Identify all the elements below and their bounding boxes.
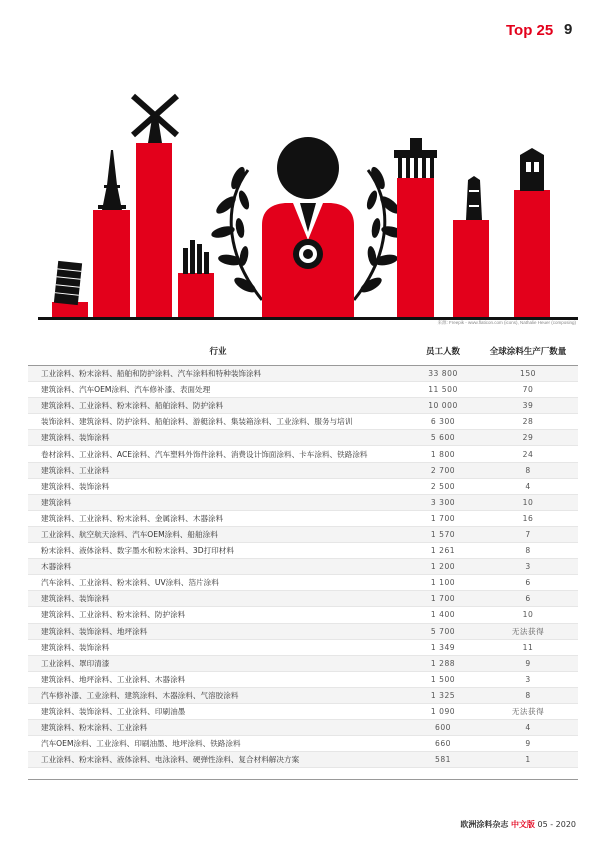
cell-plants: 6 [478,575,578,591]
table-row [28,510,578,526]
table-row [28,430,578,446]
cell-employees: 3 300 [408,494,478,510]
cell-employees: 1 288 [408,655,478,671]
section-title: Top 25 [506,22,554,39]
header-employees: 员工人数 [408,337,478,366]
table-row [28,639,578,655]
cell-industry: 粉末涂料、液体涂料、数字墨水和粉末涂料、3D打印材料 [28,543,408,559]
cell-industry: 建筑涂料、粉末涂料、工业涂料 [28,720,408,736]
cell-employees: 1 100 [408,575,478,591]
edition-label: 中文版 [510,820,535,829]
cell-employees: 1 570 [408,526,478,542]
cell-industry: 建筑涂料、工业涂料、粉末涂料、金属涂料、木器涂料 [28,510,408,526]
cell-industry: 汽车OEM涂料、工业涂料、印刷油墨、地坪涂料、铁路涂料 [28,736,408,752]
cell-plants: 无法获得 [478,623,578,639]
table-row [28,414,578,430]
cell-industry: 木器涂料 [28,559,408,575]
cell-plants: 70 [478,382,578,398]
cell-industry: 建筑涂料、装饰涂料、地坪涂料 [28,623,408,639]
cell-employees: 1 700 [408,510,478,526]
pisa-tower-icon [52,261,88,317]
cell-industry: 建筑涂料、工业涂料、粉末涂料、船舶涂料、防护涂料 [28,398,408,414]
table-row [28,494,578,510]
brandenburg-gate-icon [394,138,437,317]
cell-plants: 6 [478,591,578,607]
eiffel-tower-icon [93,150,130,317]
cell-employees: 5 700 [408,623,478,639]
cell-employees: 1 400 [408,607,478,623]
table-row [28,446,578,462]
cell-plants: 7 [478,526,578,542]
cell-plants: 9 [478,655,578,671]
cell-plants: 24 [478,446,578,462]
table-row [28,559,578,575]
cell-industry: 建筑涂料、装饰涂料 [28,478,408,494]
cell-employees: 1 261 [408,543,478,559]
cell-industry: 工业涂料、粉末涂料、船舶和防护涂料、汽车涂料和特种装饰涂料 [28,366,408,382]
cell-employees: 6 300 [408,414,478,430]
cell-employees: 5 600 [408,430,478,446]
cell-industry: 建筑涂料、装饰涂料 [28,591,408,607]
table-row [28,607,578,623]
cell-plants: 11 [478,639,578,655]
cell-plants: 150 [478,366,578,382]
cell-employees: 2 700 [408,462,478,478]
cell-plants: 8 [478,462,578,478]
skyline-illustration [0,80,600,325]
table-row [28,462,578,478]
table-row [28,543,578,559]
header-industry: 行业 [28,337,408,366]
cell-plants: 29 [478,430,578,446]
cell-industry: 工业涂料、罩印清漆 [28,655,408,671]
cell-plants: 无法获得 [478,703,578,719]
cell-plants: 10 [478,494,578,510]
cell-industry: 汽车修补漆、工业涂料、建筑涂料、木器涂料、气溶胶涂料 [28,687,408,703]
table-row [28,398,578,414]
cell-employees: 2 500 [408,478,478,494]
table-header-row [28,337,578,366]
cell-employees: 10 000 [408,398,478,414]
issue-label: 05 - 2020 [537,820,576,829]
cell-industry: 装饰涂料、建筑涂料、防护涂料、船舶涂料、游艇涂料、集装箱涂料、工业涂料、服务与培训 [28,414,408,430]
magazine-name: 欧洲涂料杂志 [460,820,509,829]
medal-person-icon [262,137,354,317]
cell-plants: 16 [478,510,578,526]
table-row [28,478,578,494]
image-credit: 来源: Freepik - www.flaticon.com (icons), Nathalie Heuer (composing) [437,320,576,325]
cell-employees: 33 800 [408,366,478,382]
cell-industry: 建筑涂料、工业涂料、粉末涂料、防护涂料 [28,607,408,623]
sagrada-familia-icon [178,240,214,317]
table-row [28,623,578,639]
table-row [28,687,578,703]
cell-employees: 660 [408,736,478,752]
table-bottom-rule [28,779,578,780]
cell-employees: 1 325 [408,687,478,703]
cell-plants: 8 [478,687,578,703]
obelisk-icon [453,176,489,317]
cell-plants: 10 [478,607,578,623]
table-row [28,752,578,768]
cell-plants: 8 [478,543,578,559]
cell-industry: 汽车涂料、工业涂料、粉末涂料、UV涂料、箔片涂料 [28,575,408,591]
cell-employees: 11 500 [408,382,478,398]
cell-industry: 建筑涂料、装饰涂料 [28,430,408,446]
cell-plants: 3 [478,559,578,575]
cell-industry: 建筑涂料、工业涂料 [28,462,408,478]
table-row [28,720,578,736]
table-row [28,736,578,752]
cell-industry: 工业涂料、航空航天涂料、汽车OEM涂料、船舶涂料 [28,526,408,542]
table-row [28,591,578,607]
table-row [28,703,578,719]
cell-plants: 4 [478,478,578,494]
cell-industry: 卷材涂料、工业涂料、ACE涂料、汽车塑料外饰件涂料、消费设计饰面涂料、卡车涂料、铁路涂料 [28,446,408,462]
cell-industry: 建筑涂料、装饰涂料、工业涂料、印刷油墨 [28,703,408,719]
table-row [28,366,578,382]
cell-plants: 28 [478,414,578,430]
cell-plants: 4 [478,720,578,736]
table-row [28,655,578,671]
page-number: 9 [564,21,573,38]
cell-plants: 39 [478,398,578,414]
table-row [28,671,578,687]
cell-employees: 1 200 [408,559,478,575]
cell-plants: 3 [478,671,578,687]
cell-industry: 建筑涂料、装饰涂料 [28,639,408,655]
table-row [28,575,578,591]
tower-icon [514,148,550,317]
cell-employees: 1 700 [408,591,478,607]
cell-industry: 建筑涂料、地坪涂料、工业涂料、木器涂料 [28,671,408,687]
ranking-table [28,337,578,768]
cell-employees: 1 500 [408,671,478,687]
cell-industry: 工业涂料、粉末涂料、液体涂料、电泳涂料、硬弹性涂料、复合材料解决方案 [28,752,408,768]
header-plants: 全球涂料生产厂数量 [478,337,578,366]
cell-plants: 1 [478,752,578,768]
cell-employees: 581 [408,752,478,768]
cell-industry: 建筑涂料 [28,494,408,510]
cell-plants: 9 [478,736,578,752]
footer [460,819,576,830]
cell-industry: 建筑涂料、汽车OEM涂料、汽车修补漆、表面处理 [28,382,408,398]
table-row [28,382,578,398]
cell-employees: 1 090 [408,703,478,719]
cell-employees: 600 [408,720,478,736]
table-body [28,366,578,768]
cell-employees: 1 800 [408,446,478,462]
laurel-wreath-icon [210,165,262,300]
cell-employees: 1 349 [408,639,478,655]
table-row [28,526,578,542]
windmill-icon [133,96,177,317]
